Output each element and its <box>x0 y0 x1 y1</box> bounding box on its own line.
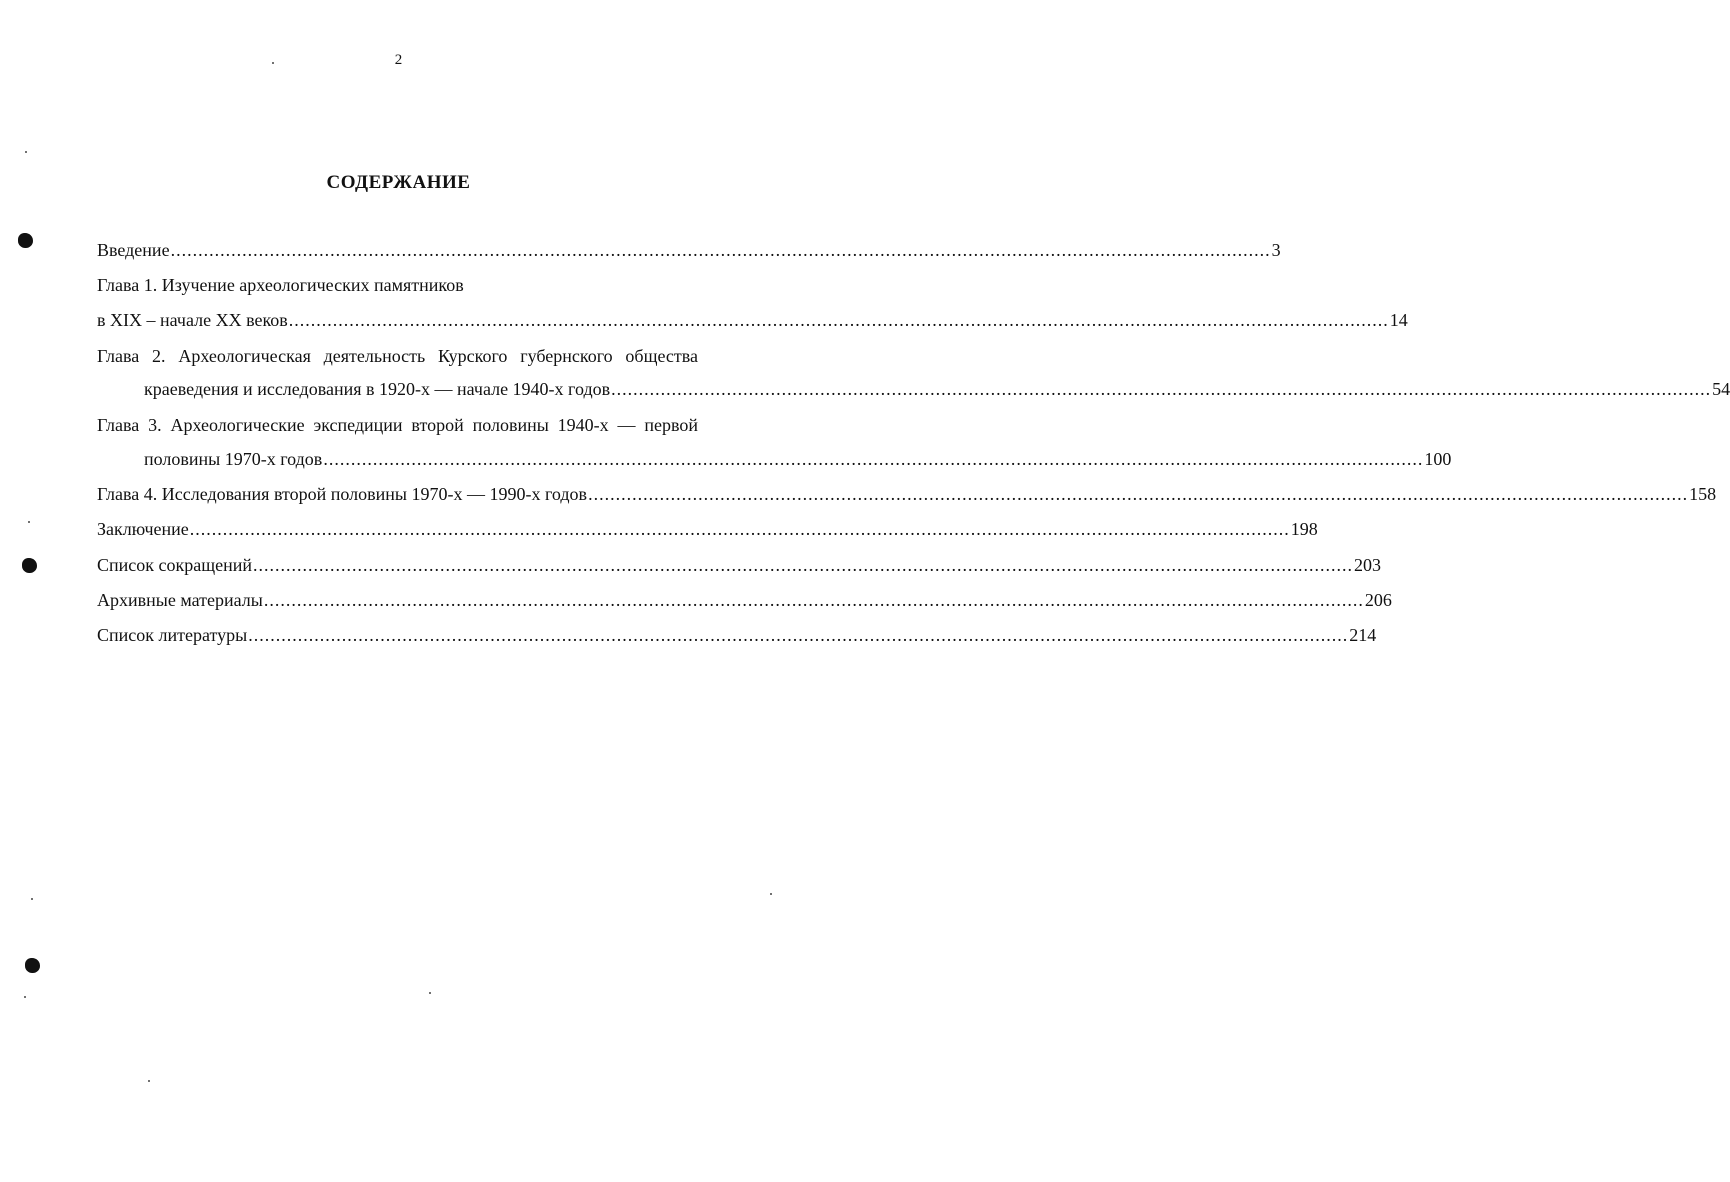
toc-entry-chapter-1-line-1: Глава 1. Изучение археологических памятников <box>97 275 464 295</box>
dot-leader: ........................................................................................................................................................................................................ <box>588 484 1689 504</box>
dot-leader: ........................................................................................................................................................................................................ <box>263 590 1364 610</box>
toc-entry-chapter-1-line-2 <box>97 307 1408 333</box>
page-title: СОДЕРЖАНИЕ <box>326 172 471 193</box>
scan-speck <box>25 151 27 153</box>
dot-leader: ........................................................................................................................................................................................................ <box>189 519 1290 539</box>
toc-entry-chapter-3-line-2 <box>144 446 1452 472</box>
scan-speck <box>24 996 26 998</box>
toc-entry-page: 198 <box>1290 519 1318 539</box>
toc-entry-label: Глава 4. Исследования второй половины 1970-х — 1990-х годов <box>97 484 588 504</box>
binder-hole-mark <box>22 558 37 573</box>
scan-speck <box>28 521 30 523</box>
scan-speck <box>148 1080 150 1082</box>
dot-leader: ........................................................................................................................................................................................................ <box>170 240 1271 260</box>
toc-entry-archives <box>97 587 1392 613</box>
dot-leader: ........................................................................................................................................................................................................ <box>611 379 1712 399</box>
toc-entry-label: Список литературы <box>97 625 248 645</box>
binder-hole-mark <box>18 233 33 248</box>
toc-entry-bibliography <box>97 622 1377 648</box>
toc-entry-conclusion <box>97 516 1318 542</box>
toc-entry-label: Заключение <box>97 519 189 539</box>
toc-entry-label: Архивные материалы <box>97 590 263 610</box>
toc-entry-page: 100 <box>1424 449 1452 469</box>
dot-leader: ........................................................................................................................................................................................................ <box>288 310 1389 330</box>
toc-entry-page: 206 <box>1364 590 1392 610</box>
scan-speck <box>31 898 33 900</box>
toc-entry-chapter-2-line-2 <box>144 376 1730 402</box>
toc-entry-page: 203 <box>1353 555 1381 575</box>
toc-entry-chapter-2-line-1: Глава 2. Археологическая деятельность Курского губернского общества <box>97 346 698 366</box>
dot-leader: ........................................................................................................................................................................................................ <box>248 625 1349 645</box>
toc-entry-page: 3 <box>1271 240 1281 260</box>
toc-entry-abbreviations <box>97 552 1381 578</box>
toc-entry-chapter-4 <box>97 481 1717 507</box>
toc-entry-label: краеведения и исследования в 1920-х — начале 1940-х годов <box>144 379 611 399</box>
binder-hole-mark <box>25 958 40 973</box>
dot-leader: ........................................................................................................................................................................................................ <box>252 555 1353 575</box>
toc-entry-label: Список сокращений <box>97 555 252 575</box>
toc-entry-introduction <box>97 237 1281 263</box>
toc-entry-label: Введение <box>97 240 170 260</box>
toc-entry-page: 54 <box>1712 379 1730 399</box>
scan-speck <box>272 62 274 64</box>
toc-entry-page: 158 <box>1689 484 1717 504</box>
scan-speck <box>770 893 772 895</box>
toc-entry-page: 214 <box>1349 625 1377 645</box>
page-number: 2 <box>394 52 403 68</box>
toc-entry-page: 14 <box>1389 310 1408 330</box>
toc-entry-label: в XIX – начале XX веков <box>97 310 288 330</box>
toc-entry-chapter-3-line-1: Глава 3. Археологические экспедиции второй половины 1940-х — первой <box>97 415 698 435</box>
dot-leader: ........................................................................................................................................................................................................ <box>323 449 1424 469</box>
scan-speck <box>429 992 431 994</box>
toc-entry-label: половины 1970-х годов <box>144 449 323 469</box>
